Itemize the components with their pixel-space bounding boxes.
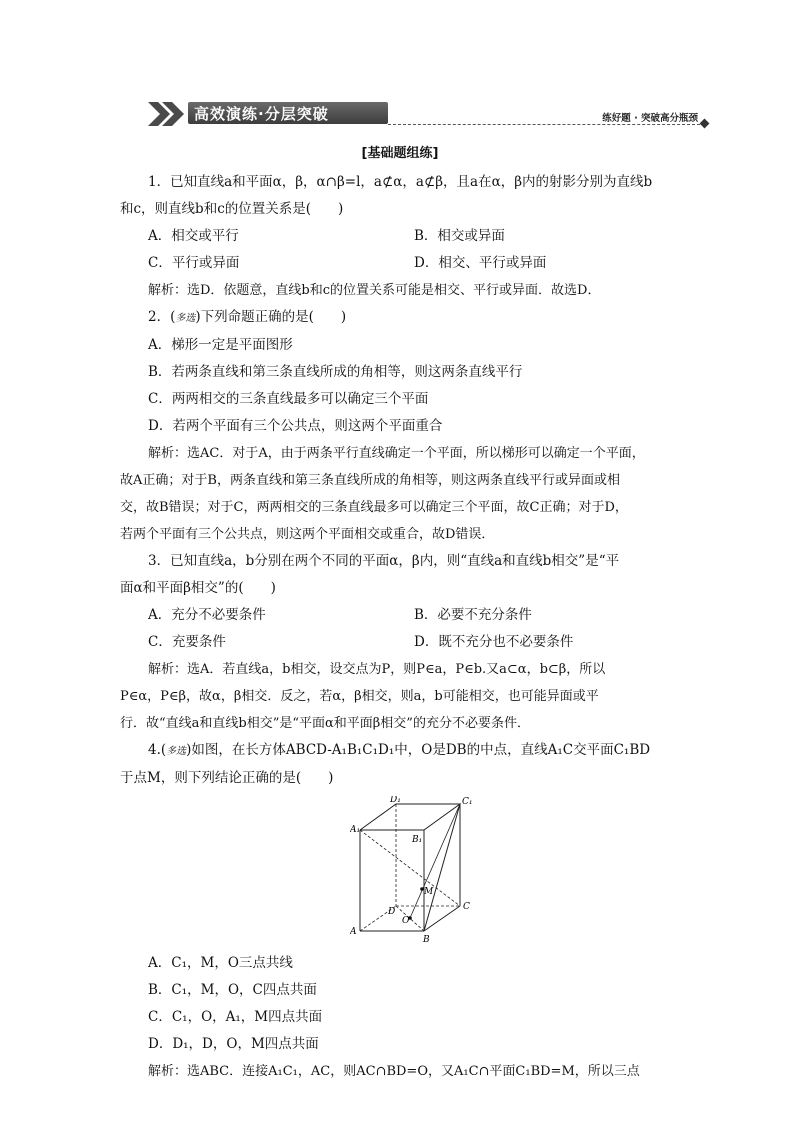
option-a: A．充分不必要条件: [148, 607, 266, 623]
banner-title: 高效演练·分层突破: [188, 102, 388, 124]
question-text: )下列命题正确的是( ): [195, 309, 347, 325]
label-d: D: [388, 907, 396, 917]
cuboid-figure: [120, 792, 680, 950]
option-d: D．相交、平行或异面: [414, 255, 547, 271]
edge-bc: [424, 906, 460, 931]
explanation: 故A正确；对于B，两条直线和第三条直线所成的角相等，则这两条直线平行或异面或相: [120, 473, 620, 488]
question-stem: [120, 737, 680, 765]
question-1: [120, 169, 680, 304]
options: [148, 602, 680, 656]
chevron-right-icon: [148, 102, 190, 126]
multi-select-tag: 多选: [175, 313, 196, 324]
label-c1: C₁: [462, 797, 473, 807]
question-stem: 3．已知直线a，b分别在两个不同的平面α，β内，则“直线a和直线b相交”是“平: [148, 553, 620, 569]
label-c: C: [463, 902, 470, 912]
explanation: 若两个平面有三个公共点，则这两个平面相交或重合，故D错误．: [120, 527, 495, 542]
option-a: A．相交或平行: [148, 228, 239, 244]
options: [148, 223, 680, 277]
page-header: [148, 100, 708, 130]
question-number: 4.(: [148, 742, 167, 758]
line-c1o: [410, 804, 460, 918]
question-stem: 于点M，则下列结论正确的是( ): [120, 770, 334, 786]
page-content: [120, 140, 680, 1085]
diamond-icon: [700, 119, 710, 129]
section-title: [基础题组练]: [361, 146, 439, 161]
line-c1b: [424, 804, 460, 931]
explanation: 解析：选ABC．连接A₁C₁，AC，则AC∩BD=O，又A₁C∩平面C₁BD=M，所以三点: [148, 1064, 640, 1079]
question-stem: 1．已知直线a和平面α，β，α∩β=l，a⊄α，a⊄β，且a在α，β内的射影分别为直线b: [148, 174, 653, 190]
option-b: B．必要不充分条件: [414, 607, 532, 623]
label-b: B: [423, 935, 430, 945]
question-3: [120, 548, 680, 737]
option-a: A．C₁，M，O三点共线: [148, 955, 293, 971]
option-d: D．若两个平面有三个公共点，则这两个平面重合: [148, 418, 443, 434]
question-4: [120, 737, 680, 1085]
label-a: A: [350, 927, 357, 937]
label-o: O: [402, 916, 410, 926]
label-d1: D₁: [390, 796, 401, 805]
cuboid-diagram: [350, 796, 480, 946]
question-text: )如图，在长方体ABCD-A₁B₁C₁D₁中，O是DB的中点，直线A₁C交平面C₁BD: [186, 742, 651, 758]
explanation: 解析：选AC．对于A，由于两条平行直线确定一个平面，所以梯形可以确定一个平面，: [148, 446, 645, 461]
question-number: 2．(: [148, 309, 176, 325]
top-face: [360, 804, 460, 830]
label-m: M: [424, 887, 434, 897]
question-stem: 和c，则直线b和c的位置关系是( ): [120, 201, 344, 217]
question-stem: [120, 304, 680, 332]
explanation: P∈α，P∈β，故α，β相交．反之，若α，β相交，则a，b可能相交，也可能异面或平: [120, 689, 599, 704]
explanation: 解析：选A．若直线a，b相交，设交点为P，则P∈a，P∈b.又a⊂α，b⊂β，所以: [148, 662, 606, 677]
option-d: D．D₁，D，O，M四点共面: [148, 1036, 319, 1052]
label-a1: A₁: [350, 825, 361, 835]
option-c: C．两两相交的三条直线最多可以确定三个平面: [148, 391, 429, 407]
header-divider: [388, 124, 700, 125]
option-b: B．C₁，M，O，C四点共面: [148, 982, 317, 998]
option-c: C．充要条件: [148, 634, 226, 650]
option-c: C．C₁，O，A₁，M四点共面: [148, 1009, 323, 1025]
option-a: A．梯形一定是平面图形: [148, 337, 293, 353]
question-2: [120, 304, 680, 548]
question-stem: 面α和平面β相交”的( ): [120, 580, 276, 596]
option-c: C．平行或异面: [148, 255, 240, 271]
header-right-label: 练好题 · 突破高分瓶颈: [602, 113, 698, 124]
option-b: B．若两条直线和第三条直线所成的角相等，则这两条直线平行: [148, 364, 523, 380]
option-b: B．相交或异面: [414, 228, 505, 244]
explanation: 解析：选D．依题意，直线b和c的位置关系可能是相交、平行或异面．故选D．: [148, 283, 601, 298]
explanation: 行．故“直线a和直线b相交”是“平面α和平面β相交”的充分不必要条件．: [120, 716, 530, 731]
multi-select-tag: 多选: [166, 746, 187, 757]
explanation: 交，故B错误；对于C，两两相交的三条直线最多可以确定三个平面，故C正确；对于D，: [120, 500, 628, 515]
label-b1: B₁: [412, 835, 423, 845]
line-a1c: [360, 830, 460, 906]
option-d: D．既不充分也不必要条件: [414, 634, 574, 650]
